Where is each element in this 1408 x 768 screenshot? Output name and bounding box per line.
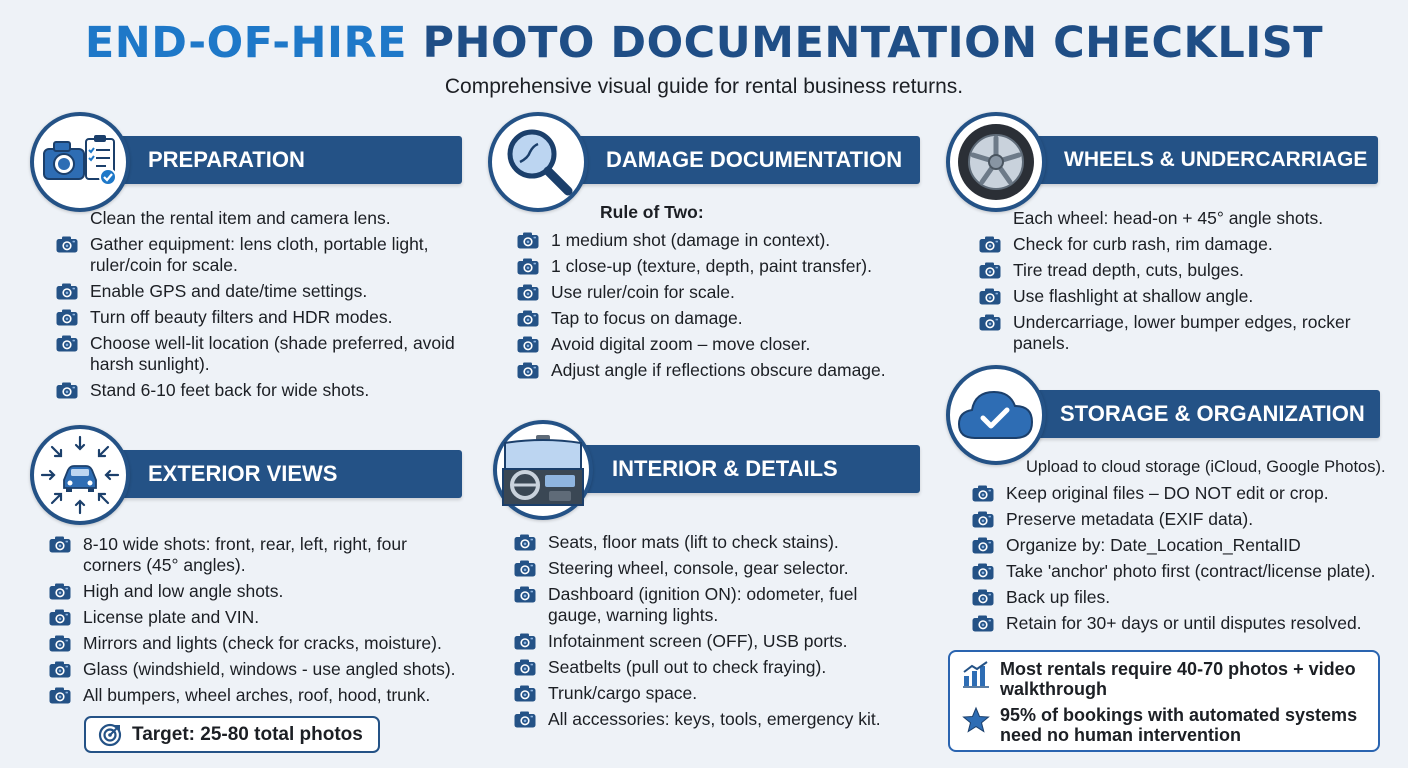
camera-icon: [517, 232, 539, 249]
list-item: Tire tread depth, cuts, bulges.: [979, 260, 1389, 281]
camera-icon: [972, 511, 994, 528]
camera-icon: [56, 309, 78, 326]
list-item: 1 medium shot (damage in context).: [517, 230, 917, 251]
camera-icon: [514, 685, 536, 702]
camera-icon: [49, 609, 71, 626]
stat-automation: [962, 706, 1370, 746]
list-item: Preserve metadata (EXIF data).: [972, 509, 1392, 530]
storage-emblem: [946, 365, 1046, 465]
list-item: Enable GPS and date/time settings.: [56, 281, 466, 302]
list-item: Seats, floor mats (lift to check stains).: [514, 532, 914, 553]
car-views-icon: [38, 433, 122, 517]
camera-icon: [972, 485, 994, 502]
list-item: Trunk/cargo space.: [514, 683, 914, 704]
camera-icon: [517, 310, 539, 327]
exterior-heading: EXTERIOR VIEWS: [148, 461, 338, 486]
list-item: Organize by: Date_Location_RentalID: [972, 535, 1392, 556]
camera-icon: [49, 583, 71, 600]
interior-heading: INTERIOR & DETAILS: [612, 456, 838, 481]
list-item: Choose well-lit location (shade preferred, avoid harsh sunlight).: [56, 333, 466, 375]
camera-icon: [49, 687, 71, 704]
target-label: Target: 25-80 total photos: [132, 723, 363, 745]
camera-icon: [972, 537, 994, 554]
camera-icon: [514, 659, 536, 676]
exterior-list: [49, 534, 469, 711]
target-icon: [98, 723, 122, 747]
camera-icon: [979, 288, 1001, 305]
list-item: Seatbelts (pull out to check fraying).: [514, 657, 914, 678]
camera-icon: [972, 615, 994, 632]
wheels-banner: [1010, 136, 1378, 184]
list-item: All accessories: keys, tools, emergency kit.: [514, 709, 914, 730]
camera-icon: [514, 586, 536, 603]
list-item: Infotainment screen (OFF), USB ports.: [514, 631, 914, 652]
camera-icon: [517, 258, 539, 275]
bar-chart-icon: [962, 660, 990, 688]
interior-emblem: [493, 420, 593, 520]
camera-icon: [514, 633, 536, 650]
interior-list: [514, 532, 914, 735]
list-item: High and low angle shots.: [49, 581, 469, 602]
title-rest: PHOTO DOCUMENTATION CHECKLIST: [422, 18, 1324, 68]
camera-icon: [517, 284, 539, 301]
preparation-banner: [96, 136, 462, 184]
camera-icon: [56, 335, 78, 352]
page-title: [0, 18, 1408, 68]
storage-banner: [1010, 390, 1380, 438]
preparation-heading: PREPARATION: [148, 147, 305, 172]
list-item: Tap to focus on damage.: [517, 308, 917, 329]
stat-photos: [962, 660, 1370, 700]
list-item: Use flashlight at shallow angle.: [979, 286, 1389, 307]
list-item: All bumpers, wheel arches, roof, hood, trunk.: [49, 685, 469, 706]
list-item: License plate and VIN.: [49, 607, 469, 628]
camera-checklist-icon: [40, 127, 120, 197]
exterior-emblem: [30, 425, 130, 525]
camera-icon: [517, 336, 539, 353]
list-item: Undercarriage, lower bumper edges, rocker panels.: [979, 312, 1389, 354]
list-item: Gather equipment: lens cloth, portable light, ruler/coin for scale.: [56, 234, 466, 276]
list-item: Retain for 30+ days or until disputes resolved.: [972, 613, 1392, 634]
storage-list: [972, 458, 1392, 639]
star-icon: [962, 706, 990, 734]
exterior-banner: [96, 450, 462, 498]
list-item: Clean the rental item and camera lens.: [90, 208, 391, 228]
camera-icon: [979, 262, 1001, 279]
camera-icon: [49, 635, 71, 652]
preparation-list: [56, 208, 466, 406]
camera-icon: [972, 563, 994, 580]
list-item: 8-10 wide shots: front, rear, left, right, four corners (45° angles).: [49, 534, 469, 576]
camera-icon: [49, 536, 71, 553]
preparation-emblem: [30, 112, 130, 212]
camera-icon: [979, 236, 1001, 253]
list-item: Avoid digital zoom – move closer.: [517, 334, 917, 355]
list-item: Each wheel: head-on + 45° angle shots.: [1013, 208, 1324, 228]
camera-icon: [972, 589, 994, 606]
camera-icon: [517, 362, 539, 379]
interior-banner: [556, 445, 920, 493]
camera-icon: [49, 661, 71, 678]
list-item: Take 'anchor' photo first (contract/license plate).: [972, 561, 1392, 582]
list-item: Turn off beauty filters and HDR modes.: [56, 307, 466, 328]
list-item: Use ruler/coin for scale.: [517, 282, 917, 303]
camera-icon: [514, 711, 536, 728]
damage-emblem: [488, 112, 588, 212]
rule-of-two-heading: Rule of Two:: [600, 202, 704, 222]
list-item: Upload to cloud storage (iCloud, Google Photos).: [1026, 458, 1386, 476]
camera-icon: [979, 314, 1001, 331]
damage-heading: DAMAGE DOCUMENTATION: [606, 147, 903, 172]
camera-icon: [514, 560, 536, 577]
list-item: Stand 6-10 feet back for wide shots.: [56, 380, 466, 401]
stat-automation-text: 95% of bookings with automated systems need no human intervention: [1000, 705, 1358, 745]
dashboard-icon: [501, 433, 585, 507]
title-accent: END-OF-HIRE: [84, 18, 408, 68]
wheels-emblem: [946, 112, 1046, 212]
camera-icon: [56, 236, 78, 253]
list-item: 1 close-up (texture, depth, paint transfer).: [517, 256, 917, 277]
list-item: Mirrors and lights (check for cracks, moisture).: [49, 633, 469, 654]
damage-banner: [552, 136, 920, 184]
magnifier-icon: [500, 124, 576, 200]
wheel-icon: [955, 121, 1037, 203]
stats-box: [948, 650, 1380, 752]
list-item: Adjust angle if reflections obscure damage.: [517, 360, 917, 381]
list-item: Check for curb rash, rim damage.: [979, 234, 1389, 255]
stat-photos-text: Most rentals require 40-70 photos + video walkthrough: [1000, 659, 1356, 699]
target-badge: [84, 716, 380, 753]
cloud-check-icon: [955, 384, 1037, 446]
list-item: Dashboard (ignition ON): odometer, fuel gauge, warning lights.: [514, 584, 914, 626]
storage-heading: STORAGE & ORGANIZATION: [1060, 401, 1365, 426]
list-item: Steering wheel, console, gear selector.: [514, 558, 914, 579]
page-subtitle: Comprehensive visual guide for rental business returns.: [444, 75, 964, 98]
wheels-list: [979, 208, 1389, 359]
list-item: Glass (windshield, windows - use angled shots).: [49, 659, 469, 680]
list-item: Keep original files – DO NOT edit or crop.: [972, 483, 1392, 504]
camera-icon: [56, 382, 78, 399]
wheels-heading: WHEELS & UNDERCARRIAGE: [1064, 148, 1368, 171]
camera-icon: [514, 534, 536, 551]
damage-list: [517, 230, 917, 386]
camera-icon: [56, 283, 78, 300]
list-item: Back up files.: [972, 587, 1392, 608]
